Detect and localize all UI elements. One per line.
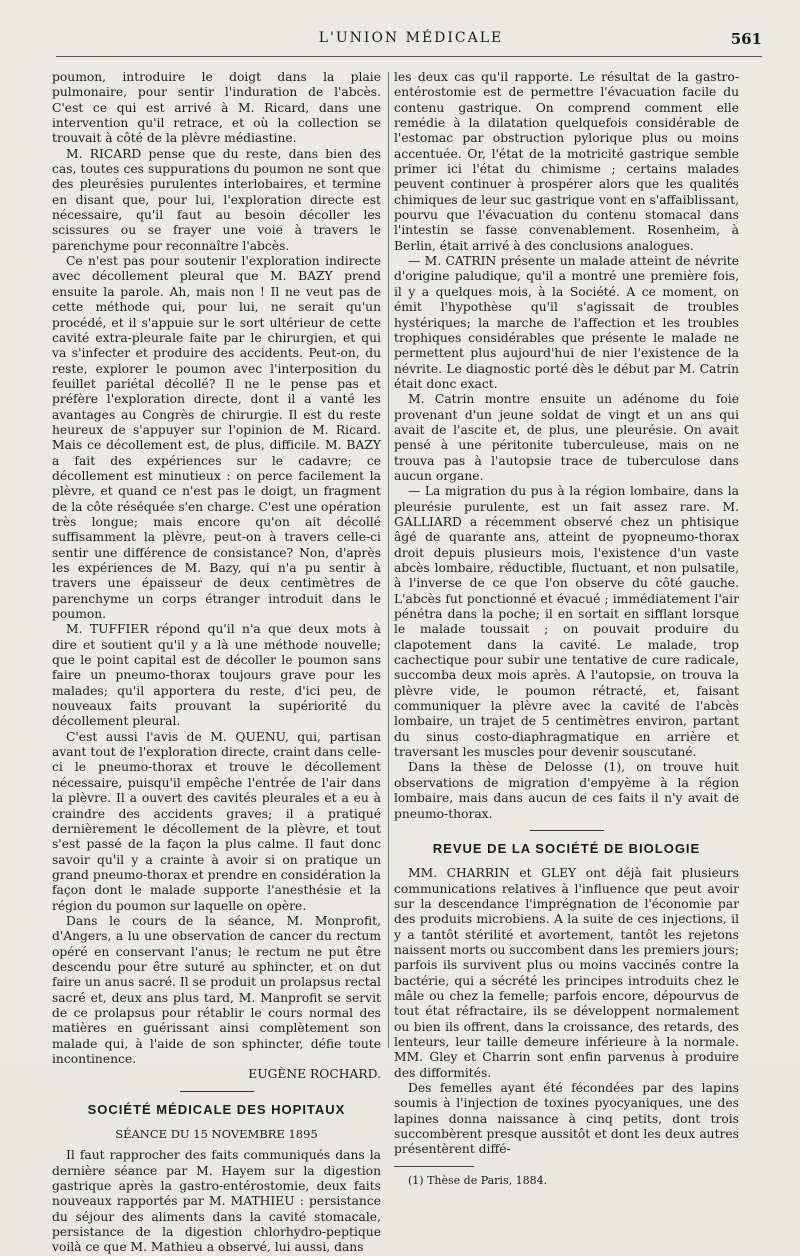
running-head: [60, 30, 762, 50]
paragraph: M. Catrin montre ensuite un adénome du foie provenant d'un jeune soldat de vingt et un ans qui avait de l'ascite et, de plus, une pleurésie. On avait pensé à une péritonite tuberculeuse, mais on ne trouva pas à l'autopsie trace de tuberculose dans aucun organe.: [394, 392, 739, 483]
section-title: SOCIÉTÉ MÉDICALE DES HOPITAUX: [87, 1101, 346, 1117]
left-column: [52, 70, 381, 1255]
column-divider: [388, 72, 389, 1048]
footnote-rule: [394, 1166, 474, 1167]
paragraph: Il faut rapprocher des faits communiqués dans la dernière séance par M. Hayem sur la digestion gastrique après la gastro-entérostomie, deux faits nouveaux rapportés par M. MATHIEU : persistance du séjour des aliments dans la cavité stomacale, persistance de la digestion chlorhydro-peptique voilà ce que M. Mathieu a observé, lui aussi, dans: [52, 1148, 381, 1255]
section-title: REVUE DE LA SOCIÉTÉ DE BIOLOGIE: [432, 840, 701, 856]
paragraph: MM. CHARRIN et GLEY ont déjà fait plusieurs communications relatives à l'influence que peut avoir sur la descendance l'imprégnation de l'économie par des produits microbiens. A la suite de ces injections, il y a tantôt stérilité et avortement, tantôt les rejetons naissent morts ou succombent dans les premiers jours; parfois ils survivent plus ou moins vaccinés contre la bactérie, qui a sécrété les principes introduits chez le mâle ou chez la femelle; parfois encore, dépourvus de tout état réfractaire, ils se développent normalement ou bien ils offrent, dans la croissance, des retards, des lenteurs, leur taille demeure inférieure à la normale. MM. Gley et Charrin sont enfin parvenus à produire des difformités.: [394, 866, 739, 1080]
paragraph: poumon, introduire le doigt dans la plaie pulmonaire, pour sentir l'induration de l'abcès. C'est ce qui est arrivé à M. Ricard, dans une intervention qu'il retrace, et où la collection se trouvait à côté de la plèvre médiastine.: [52, 70, 381, 146]
paragraph: — M. CATRIN présente un malade atteint de névrite d'origine paludique, qu'il a montré une première fois, il y a quelques mois, à la Société. A ce moment, on émit l'hypothèse qu'il s'agissait de troubles hystériques; la marche de l'affection et les troubles trophiques considérables que présente le malade ne permettent plus aujourd'hui de nier l'existence de la névrite. Le diagnostic porté dès le début par M. Catrin était donc exact.: [394, 254, 739, 391]
footnote: (1) Thèse de Paris, 1884.: [408, 1173, 548, 1187]
author-signature: EUGÈNE ROCHARD.: [248, 1067, 381, 1082]
journal-title: L'UNION MÉDICALE: [318, 30, 504, 46]
paragraph: Dans le cours de la séance, M. Monprofit, d'Angers, a lu une observation de cancer du rectum opéré en conservant l'anus; le rectum ne put être descendu pour être suturé au sphincter, et on dut faire un anus sacré. Il se produit un prolapsus rectal sacré et, deux ans plus tard, M. Manprofit se servit de ce prolapsus pour rétablir le cours normal des matières en guérissant ainsi complètement son malade qui, à l'aide de son sphincter, défie toute incontinence.: [52, 913, 381, 1066]
seance-date: SÉANCE DU 15 NOVEMBRE 1895: [115, 1127, 318, 1142]
right-column: [394, 70, 739, 1187]
paragraph: — La migration du pus à la région lombaire, dans la pleurésie purulente, est un fait assez rare. M. GALLIARD a récemment observé chez un phtisique âgé de quarante ans, atteint de pyopneumo-thorax droit depuis plusieurs mois, l'existence d'un vaste abcès lombaire, réductible, fluctuant, et non pulsatile, à l'inverse de ce que l'on observe du côté gauche. L'abcès fut ponctionné et évacué ; immédiatement l'air pénétra dans la poche; il en sortait en sifflant lorsque le malade toussait ; on pouvait produire du clapotement dans la cavité. Le malade, trop cachectique pour subir une tentative de cure radicale, succomba deux mois après. A l'autopsie, on trouva la plèvre vide, le poumon rétracté, et, faisant communiquer la plèvre avec la cavité de l'abcès lombaire, un trajet de 5 centimètres environ, partant du sinus costo-diaphragmatique en arrière et traversant les muscles pour devenir souscutané.: [394, 484, 739, 760]
paragraph: M. RICARD pense que du reste, dans bien des cas, toutes ces suppurations du poumon ne sont que des pleurésies purulentes interlobaires, et termine en disant que, pour lui, l'exploration directe est nécessaire, qu'il faut au besoin décoller les scissures ou se frayer une voie à travers le parenchyme pour reconnaître l'abcès.: [52, 146, 381, 253]
paragraph: M. TUFFIER répond qu'il n'a que deux mots à dire et soutient qu'il y a là une méthode nouvelle; que le point capital est de décoller le poumon sans faire un pneumo-thorax toujours grave pour les malades; qu'il apportera du reste, d'ici peu, de nouveaux faits prouvant la supériorité du décollement pleural.: [52, 622, 381, 729]
page-number: 561: [730, 30, 762, 48]
header-rule: [56, 56, 762, 57]
paragraph: les deux cas qu'il rapporte. Le résultat de la gastro-entérostomie est de permettre l'évacuation facile du contenu gastrique. On comprend comment elle remédie à la dilatation quelquefois considérable de l'estomac par obstruction pylorique plus ou moins accentuée. Or, l'état de la motricité gastrique semble primer ici l'état du chimisme ; certains malades peuvent continuer à prospérer alors que les qualités chimiques de leur suc gastrique vont en s'affaiblissant, pourvu que l'évacuation du contenu stomacal dans l'intestin se fasse convenablement. Rosenheim, à Berlin, était arrivé à des conclusions analogues.: [394, 70, 739, 253]
section-divider: [180, 1091, 254, 1092]
paragraph: Ce n'est pas pour soutenir l'exploration indirecte avec décollement pleural que M. BAZY prend ensuite la parole. Ah, mais non ! Il ne veut pas de cette méthode qui, pour lui, ne serait qu'un procédé, et il s'appuie sur le sort ultérieur de cette cavité extra-pleurale faite par le chirurgien, et qui va s'infecter et produire des accidents. Peut-on, du reste, explorer le poumon avec l'interposition du feuillet pariétal décollé? Il ne le pense pas et préfère l'exploration directe, dont il a vanté les avantages au Congrès de chirurgie. Il est du reste heureux de s'appuyer sur l'opinion de M. Ricard. Mais ce décollement est, de plus, difficile. M. BAZY a fait des expériences sur le cadavre; ce décollement est minutieux : on perce facilement la plèvre, et quand ce n'est pas le doigt, un fragment de la côte réséquée s'en charge. C'est une opération très longue; mais encore qu'on ait décollé suffisamment la plèvre, peut-on à travers celle-ci sentir une différence de consistance? Non, d'après les expériences de M. Bazy, qui n'a pu sentir à travers une épaisseur de deux centimètres de parenchyme un corps étranger introduit dans le poumon.: [52, 254, 381, 622]
paragraph: Des femelles ayant été fécondées par des lapins soumis à l'injection de toxines pyocyaniques, une des lapines donna naissance à cinq petits, dont trois succombèrent presque aussitôt et dont les deux autres présentèrent diffé-: [394, 1081, 739, 1157]
section-divider: [530, 830, 604, 831]
paragraph: Dans la thèse de Delosse (1), on trouve huit observations de migration d'empyème à la région lombaire, mais dans aucun de ces faits il n'y avait de pneumo-thorax.: [394, 760, 739, 821]
paragraph: C'est aussi l'avis de M. QUENU, qui, partisan avant tout de l'exploration directe, craint dans celle-ci le pneumo-thorax et trouve le décollement nécessaire, puisqu'il empêche l'entrée de l'air dans la plèvre. Il a ouvert des cavités pleurales et a eu à craindre des accidents graves; il a pratiqué dernièrement le décollement de la plèvre, et tout s'est passé de la façon la plus calme. Il faut donc savoir qu'il y a crainte à avoir si on pratique un grand pneumo-thorax et prendre en considération la façon dont le malade supporte l'anesthésie et la région du poumon sur laquelle on opère.: [52, 729, 381, 913]
